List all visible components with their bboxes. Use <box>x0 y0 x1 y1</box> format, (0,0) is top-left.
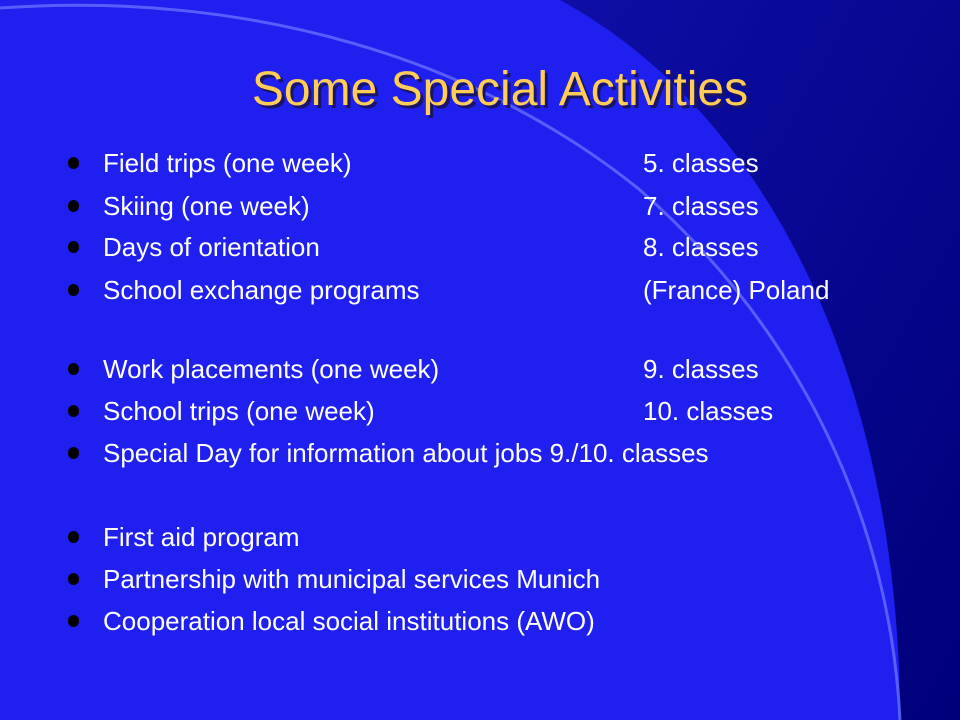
bullet-icon <box>68 447 79 459</box>
list-item-label: School trips (one week) <box>103 396 375 426</box>
list-item-value: 10. classes <box>643 396 774 426</box>
bullet-icon <box>68 241 79 253</box>
bullet-icon <box>68 405 79 417</box>
list-item-value: 7. classes <box>643 191 759 221</box>
bullet-icon <box>68 531 79 543</box>
list-item-value: 8. classes <box>643 232 759 262</box>
slide-title: Some Special Activities <box>251 63 749 116</box>
list-item-label: Partnership with municipal services Munich <box>103 564 601 594</box>
bullet-icon <box>68 157 79 169</box>
list-item-label: Special Day for information about jobs 9./10. classes <box>103 438 709 468</box>
bullet-icon <box>68 573 79 585</box>
list-item-label: Cooperation local social institutions (AWO) <box>103 606 595 636</box>
list-item-label: Field trips (one week) <box>103 148 352 178</box>
bullet-icon <box>68 284 79 296</box>
list-item-label: First aid program <box>103 522 300 552</box>
list-item-label: Work placements (one week) <box>103 354 440 384</box>
list-item-label: School exchange programs <box>103 275 420 305</box>
list-item-label: Skiing (one week) <box>103 191 310 221</box>
list-item-value: 9. classes <box>643 354 759 384</box>
list-item-value: (France) Poland <box>643 275 830 305</box>
bullet-icon <box>68 200 79 212</box>
list-item-value: 5. classes <box>643 148 759 178</box>
list-item-label: Days of orientation <box>103 232 320 262</box>
bullet-icon <box>68 615 79 627</box>
bullet-icon <box>68 363 79 375</box>
